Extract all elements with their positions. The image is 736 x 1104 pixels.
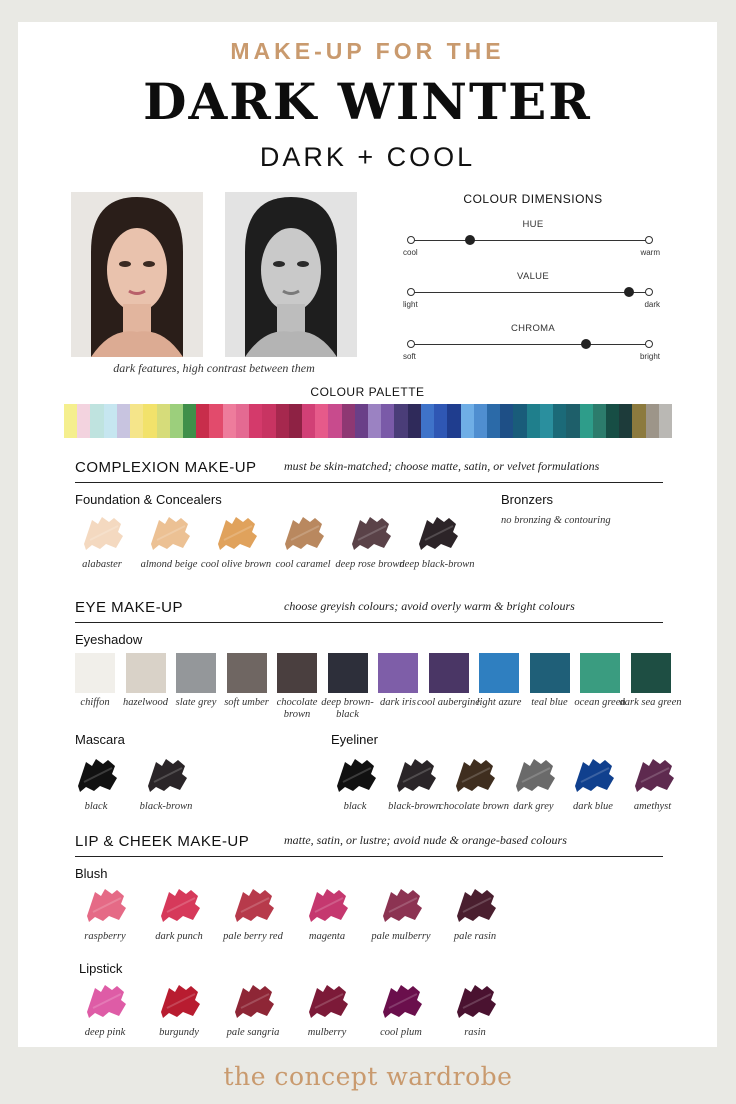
palette-colour: [659, 404, 672, 438]
lipstick-name: cool plum: [380, 1027, 422, 1038]
lipstick-name: burgundy: [159, 1027, 199, 1038]
palette-colour: [527, 404, 540, 438]
track-end-left: [407, 236, 415, 244]
colour-palette-title: COLOUR PALETTE: [310, 385, 425, 399]
palette-colour: [117, 404, 130, 438]
palette-colour: [381, 404, 394, 438]
eyeliner-swatch: [629, 756, 677, 794]
blush-swatch: [81, 886, 129, 924]
palette-colour: [209, 404, 222, 438]
palette-colour: [315, 404, 328, 438]
palette-colour: [104, 404, 117, 438]
eyeshadow-swatch: [227, 653, 267, 693]
palette-colour: [368, 404, 381, 438]
eyeshadow-swatch: [631, 653, 671, 693]
blush-name: pale berry red: [223, 931, 283, 942]
foundation-title: Foundation & Concealers: [75, 492, 222, 507]
palette-colour: [553, 404, 566, 438]
eye-rule: [75, 622, 663, 623]
blush-name: dark punch: [155, 931, 203, 942]
portrait-greyscale-photo: [225, 192, 357, 357]
colour-palette-strip: [64, 404, 672, 438]
mascara-swatch: [142, 756, 190, 794]
eyeshadow-swatch: [126, 653, 166, 693]
palette-colour: [249, 404, 262, 438]
eyeshadow-swatch: [378, 653, 418, 693]
lipstick-title: Lipstick: [79, 961, 123, 976]
lip-note: matte, satin, or lustre; avoid nude & orange-based colours: [284, 833, 567, 847]
foundation-swatch: [78, 514, 126, 552]
lipstick-name: pale sangria: [226, 1027, 280, 1038]
blush-name: raspberry: [84, 931, 126, 942]
dimension-right-label: dark: [644, 300, 660, 309]
palette-colour: [487, 404, 500, 438]
palette-colour: [289, 404, 302, 438]
complexion-note: must be skin-matched; choose matte, satin, or velvet formulations: [284, 459, 600, 473]
eyeshadow-name: light azure: [476, 697, 522, 708]
eyeshadow-swatch: [176, 653, 216, 693]
mascara-name: black-brown: [139, 801, 193, 812]
eye-section-title: EYE MAKE-UP: [75, 599, 184, 616]
eyeliner-swatch: [569, 756, 617, 794]
foundation-name: cool caramel: [275, 559, 331, 570]
colour-dimensions-title: COLOUR DIMENSIONS: [463, 192, 603, 206]
palette-colour: [606, 404, 619, 438]
eyeshadow-swatch: [429, 653, 469, 693]
mascara-name: black: [84, 801, 108, 812]
lipstick-name: mulberry: [307, 1027, 347, 1038]
palette-colour: [143, 404, 156, 438]
blush-swatch: [377, 886, 425, 924]
palette-colour: [328, 404, 341, 438]
eyeshadow-name: chocolate brown: [276, 697, 318, 720]
palette-colour: [394, 404, 407, 438]
palette-colour: [223, 404, 236, 438]
blush-name: pale rasin: [453, 931, 497, 942]
eyeliner-name: dark grey: [513, 801, 554, 812]
palette-colour: [593, 404, 606, 438]
eyeshadow-name: deep brown-black: [321, 697, 374, 720]
palette-colour: [500, 404, 513, 438]
eyeshadow-name: dark sea green: [619, 697, 682, 708]
blush-swatch: [303, 886, 351, 924]
dimension-left-label: cool: [403, 248, 418, 257]
track-end-right: [645, 288, 653, 296]
eyeliner-swatch: [391, 756, 439, 794]
foundation-swatch: [413, 514, 461, 552]
eyeshadow-name: slate grey: [175, 697, 217, 708]
blush-title: Blush: [75, 866, 108, 881]
lipstick-swatch: [451, 982, 499, 1020]
palette-colour: [262, 404, 275, 438]
main-title: DARK WINTER: [143, 72, 592, 131]
palette-colour: [276, 404, 289, 438]
palette-colour: [540, 404, 553, 438]
brand-logo: the concept wardrobe: [223, 1062, 513, 1091]
eyeliner-swatch: [331, 756, 379, 794]
track-end-right: [645, 340, 653, 348]
palette-colour: [77, 404, 90, 438]
bronzers-title: Bronzers: [501, 492, 554, 507]
eyeshadow-name: chiffon: [80, 697, 110, 708]
palette-colour: [513, 404, 526, 438]
eyeshadow-name: soft umber: [224, 697, 269, 708]
foundation-swatch: [346, 514, 394, 552]
palette-colour: [196, 404, 209, 438]
mascara-title: Mascara: [75, 732, 125, 747]
palette-colour: [646, 404, 659, 438]
track-end-left: [407, 340, 415, 348]
eyeshadow-name: hazelwood: [123, 697, 168, 708]
blush-name: magenta: [308, 931, 346, 942]
eyeshadow-name: dark iris: [380, 697, 416, 708]
palette-colour: [408, 404, 421, 438]
portrait-color-photo: [71, 192, 203, 357]
eyeshadow-title: Eyeshadow: [75, 632, 143, 647]
foundation-swatch: [145, 514, 193, 552]
eyeshadow-name: teal blue: [531, 697, 568, 708]
foundation-name: deep rose brown: [335, 559, 405, 570]
eyeshadow-name: ocean green: [574, 697, 626, 708]
eyeshadow-name: cool aubergine: [417, 697, 480, 708]
eyeliner-name: black: [343, 801, 367, 812]
dimension-marker: [624, 287, 634, 297]
eyeliner-swatch: [450, 756, 498, 794]
palette-colour: [236, 404, 249, 438]
dimension-value-label: VALUE: [517, 271, 549, 282]
dimension-right-label: warm: [640, 248, 660, 257]
blush-swatch: [155, 886, 203, 924]
bronzers-note: no bronzing & contouring: [501, 515, 611, 526]
lipstick-name: rasin: [464, 1027, 486, 1038]
palette-colour: [461, 404, 474, 438]
dimension-left-label: light: [403, 300, 418, 309]
eyeliner-name: dark blue: [573, 801, 613, 812]
palette-colour: [64, 404, 77, 438]
palette-colour: [183, 404, 196, 438]
foundation-name: deep black-brown: [399, 559, 475, 570]
eyeshadow-swatch: [580, 653, 620, 693]
dimension-marker: [465, 235, 475, 245]
lipstick-swatch: [155, 982, 203, 1020]
palette-colour: [434, 404, 447, 438]
lipstick-swatch: [81, 982, 129, 1020]
foundation-name: cool olive brown: [200, 559, 272, 570]
dimension-marker: [581, 339, 591, 349]
palette-colour: [170, 404, 183, 438]
track-end-left: [407, 288, 415, 296]
blush-name: pale mulberry: [371, 931, 431, 942]
mascara-swatch: [72, 756, 120, 794]
palette-colour: [302, 404, 315, 438]
lipstick-swatch: [229, 982, 277, 1020]
foundation-swatch: [212, 514, 260, 552]
lipstick-name: deep pink: [84, 1027, 126, 1038]
infographic-card: [18, 22, 717, 1047]
palette-colour: [632, 404, 645, 438]
eyeliner-title: Eyeliner: [331, 732, 378, 747]
dimension-chroma-label: CHROMA: [510, 323, 556, 334]
dimension-right-label: bright: [639, 352, 660, 361]
palette-colour: [130, 404, 143, 438]
eyeshadow-swatch: [328, 653, 368, 693]
dimension-track: [411, 240, 648, 241]
eyeliner-name: black-brown: [388, 801, 441, 812]
complexion-section-title: COMPLEXION MAKE-UP: [75, 459, 257, 476]
foundation-swatch: [279, 514, 327, 552]
palette-colour: [580, 404, 593, 438]
palette-colour: [90, 404, 103, 438]
eyeliner-swatch: [510, 756, 558, 794]
dimension-track: [411, 292, 648, 293]
palette-colour: [474, 404, 487, 438]
palette-colour: [566, 404, 579, 438]
palette-colour: [157, 404, 170, 438]
blush-swatch: [451, 886, 499, 924]
eyeliner-name: chocolate brown: [439, 801, 509, 812]
eye-note: choose greyish colours; avoid overly warm & bright colours: [284, 599, 575, 613]
dimension-hue-label: HUE: [522, 219, 544, 230]
lip-rule: [75, 856, 663, 857]
track-end-right: [645, 236, 653, 244]
palette-colour: [355, 404, 368, 438]
eyeshadow-swatch: [479, 653, 519, 693]
eyeshadow-swatch: [75, 653, 115, 693]
foundation-name: alabaster: [82, 559, 122, 570]
dimension-track: [411, 344, 648, 345]
lipstick-swatch: [377, 982, 425, 1020]
photo-caption: dark features, high contrast between them: [113, 361, 315, 375]
palette-colour: [447, 404, 460, 438]
eyeshadow-swatch: [277, 653, 317, 693]
subtitle: DARK + COOL: [259, 142, 476, 172]
palette-colour: [342, 404, 355, 438]
eyeshadow-swatch: [530, 653, 570, 693]
blush-swatch: [229, 886, 277, 924]
lip-section-title: LIP & CHEEK MAKE-UP: [75, 833, 250, 850]
palette-colour: [421, 404, 434, 438]
dimension-left-label: soft: [403, 352, 416, 361]
foundation-name: almond beige: [140, 559, 198, 570]
eyeliner-name: amethyst: [633, 801, 672, 812]
palette-colour: [619, 404, 632, 438]
lipstick-swatch: [303, 982, 351, 1020]
kicker-title: MAKE-UP FOR THE: [230, 38, 505, 64]
complexion-rule: [75, 482, 663, 483]
